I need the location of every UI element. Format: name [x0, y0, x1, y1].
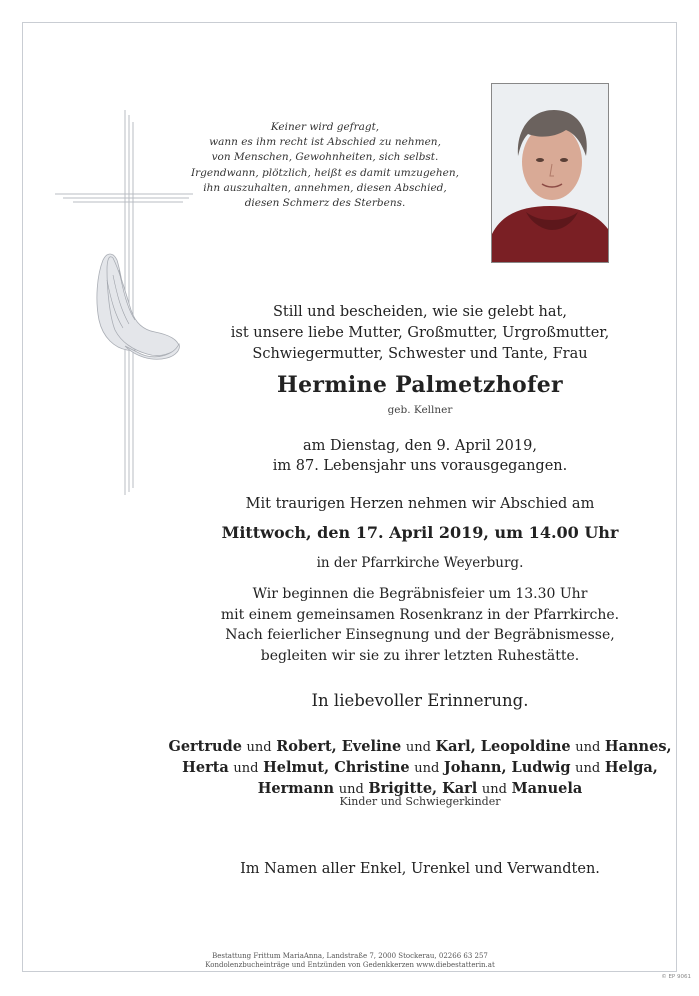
family-name: Gertrude [168, 738, 242, 755]
family-names [150, 737, 690, 800]
poem-line: Keiner wird gefragt, [270, 121, 380, 133]
family-name: Hannes, [604, 738, 672, 755]
footer-line: Bestattung Frittum MariaAnna, Landstraße 7, 2000 Stockerau, 02266 63 257 [212, 952, 488, 960]
memory-text: In liebevoller Erinnerung. [311, 691, 529, 710]
poem-line: ihn auszuhalten, annehmen, diesen Abschied, [203, 181, 447, 194]
farewell-text: Mit traurigen Herzen nehmen wir Abschied am [245, 496, 595, 512]
family-name: Karl, Leopoldine [435, 738, 571, 755]
family-name: Brigitte, Karl [368, 780, 478, 797]
conjunction: und [575, 761, 601, 776]
conjunction: und [233, 761, 259, 776]
family-name: Hermann [257, 780, 335, 797]
death-line: am Dienstag, den 9. April 2019, [303, 438, 537, 454]
church-location: in der Pfarrkirche Weyerburg. [316, 555, 524, 571]
conjunction: und [246, 740, 272, 755]
deceased-name: Hermine Palmetzhofer [277, 372, 563, 398]
funeral-details [150, 584, 690, 666]
portrait-photo [491, 83, 609, 263]
conjunction: und [575, 740, 601, 755]
conjunction: und [414, 761, 440, 776]
product-code: © EP 9061 [661, 974, 691, 980]
family-name: Manuela [511, 780, 583, 797]
poem-line: Irgendwann, plötzlich, heißt es damit umzugehen, [191, 166, 459, 179]
relation-label: Kinder und Schwiegerkinder [339, 795, 501, 808]
family-name: Herta [182, 759, 229, 776]
family-line [150, 737, 690, 758]
conjunction: und [338, 782, 364, 797]
conjunction: und [481, 782, 507, 797]
family-line [150, 758, 690, 779]
intro-line: Schwiegermutter, Schwester und Tante, Frau [252, 346, 588, 362]
death-line: im 87. Lebensjahr uns vorausgegangen. [272, 458, 568, 474]
intro-line: ist unsere liebe Mutter, Großmutter, Urgroßmutter, [230, 325, 610, 341]
family-name: Johann, Ludwig [443, 759, 571, 776]
intro-line: Still und bescheiden, wie sie gelebt hat, [273, 304, 567, 320]
family-name: Helmut, Christine [263, 759, 410, 776]
intro-text [150, 302, 690, 365]
death-info [150, 436, 690, 476]
family-name: Robert, Eveline [276, 738, 402, 755]
closing-text: Im Namen aller Enkel, Urenkel und Verwandten. [240, 861, 600, 877]
maiden-name: geb. Kellner [387, 404, 453, 416]
footer [150, 952, 550, 970]
details-line: begleiten wir sie zu ihrer letzten Ruhestätte. [260, 647, 580, 664]
portrait-image [492, 84, 609, 263]
poem-line: von Menschen, Gewohnheiten, sich selbst. [211, 151, 439, 164]
poem-line: wann es ihm recht ist Abschied zu nehmen, [209, 136, 441, 149]
conjunction: und [405, 740, 431, 755]
details-line: mit einem gemeinsamen Rosenkranz in der Pfarrkirche. [220, 606, 620, 623]
funeral-date: Mittwoch, den 17. April 2019, um 14.00 Uhr [221, 523, 619, 542]
family-name: Helga, [604, 759, 658, 776]
poem [190, 120, 460, 211]
details-line: Nach feierlicher Einsegnung und der Begräbnismesse, [225, 627, 615, 643]
poem-line: diesen Schmerz des Sterbens. [244, 197, 406, 210]
footer-line: Kondolenzbucheinträge und Entzünden von Gedenkkerzen www.diebestatterin.at [205, 961, 495, 969]
details-line: Wir beginnen die Begräbnisfeier um 13.30 Uhr [252, 586, 588, 602]
